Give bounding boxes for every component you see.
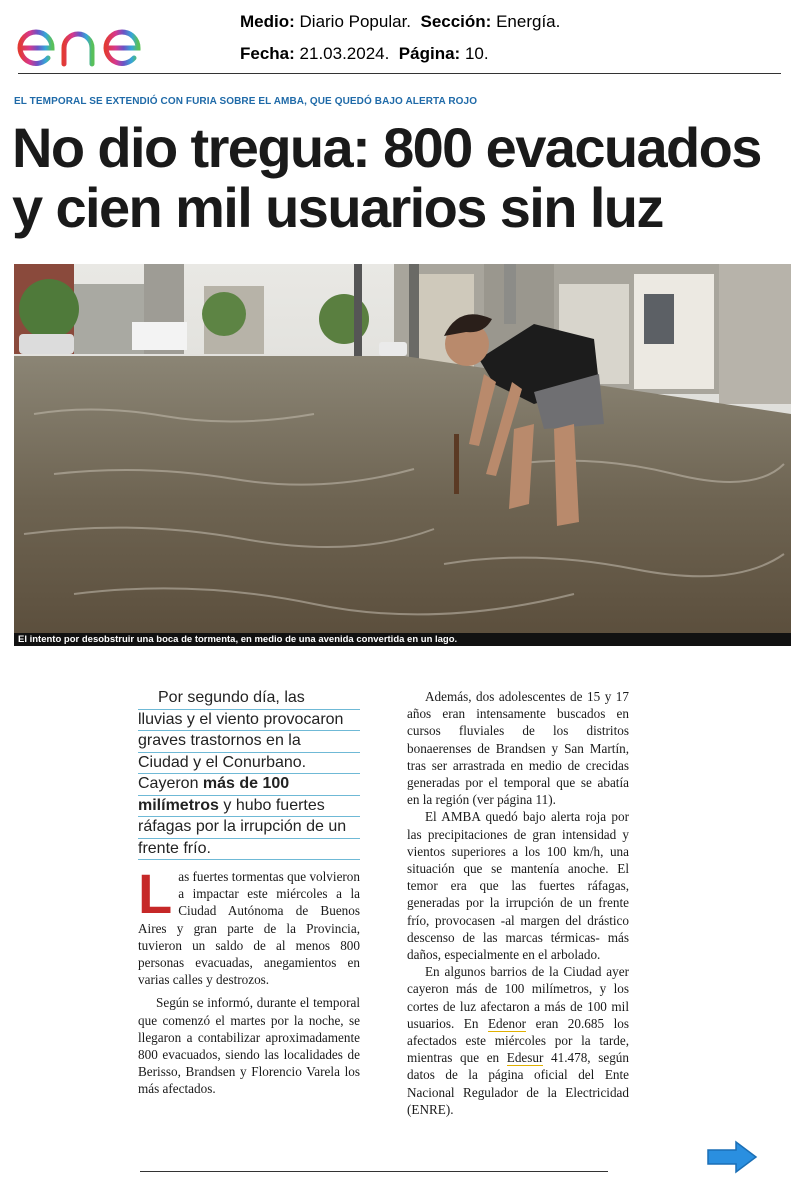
article-column-left [138,862,360,1098]
paragraph-1 [138,862,360,988]
article-column-right [407,688,629,1118]
photo-caption [14,633,791,646]
article-lead [138,688,360,860]
medio-label: Medio: [240,12,295,31]
medio-value: Diario Popular. [299,12,412,31]
paragraph-3: Además, dos adolescentes de 15 y 17 años eran intensamente buscados en cursos fluviales de los distritos bonaerenses de Brandsen y San Martín, tras ser arrastrada en medio de crecidas generadas por el temporal que se abatía en la región (ver página 11). [407,689,629,808]
pagina-label: Página: [398,44,461,63]
seccion-label: Sección: [420,12,492,31]
meta-line-1 [240,6,560,38]
header-divider [18,73,781,74]
meta-line-2 [240,38,560,70]
footer-divider [140,1171,608,1172]
lead-line: frente frío. [138,839,360,861]
arrow-right-icon [708,1142,756,1172]
article-photo [14,264,791,646]
lead-text: Cayeron [138,775,203,792]
paragraph-2: Según se informó, durante el temporal que comenzó el martes por la noche, se llegaron a contabilizar aproximadamente 800 evacuados, siendo las localidades de Berisso, Brandsen y Florencio Varela los más afectados. [138,995,360,1097]
lead-line: Ciudad y el Conurbano. [138,753,360,775]
lead-text: y hubo fuertes [218,796,325,814]
edenor-mention: Edenor [487,1015,527,1031]
seccion-value: Energía. [496,12,561,31]
lead-highlight: milímetros [138,796,219,814]
lead-line: graves trastornos en la [138,731,360,753]
edesur-mention: Edesur [506,1050,544,1066]
lead-line: lluvias y el viento provocaron [138,710,360,732]
lead-highlight: más de 100 [202,775,290,792]
headline-line-2: y cien mil usuarios sin luz [12,176,663,239]
next-page-button[interactable] [706,1140,758,1174]
paragraph-4: El AMBA quedó bajo alerta roja por las precipitaciones de gran intensidad y vientos superiores a los 100 km/h, una situación que se mantenía anoche. El temor era que las fuertes ráfagas, generadas por la irrupción de un frente frío, provocasen -al margen del drástico descenso de las marcas térmicas- más daños, especialmente en el arbolado. [407,809,629,963]
drop-cap: L [138,862,173,925]
paragraph-5-text: 41.478, según datos de la página oficial del Ente Nacional Regulador de la Electricidad (ENRE). [407,1050,629,1117]
lead-line: Por segundo día, las [138,688,360,710]
paragraph-5 [407,963,629,1118]
enel-logo [14,8,184,70]
paragraph-1-text: as fuertes tormentas que volvieron a impactar este miércoles a la Ciudad Autónoma de Buenos Aires y gran parte de la Provincia, tuvieron un saldo de al menos 800 personas evacuadas, anegamientos en varias calles y destrozos. [138,869,360,988]
lead-line: ráfagas por la irrupción de un [138,817,360,839]
fecha-value: 21.03.2024. [299,44,390,63]
pagina-value: 10. [464,44,489,63]
lead-line [138,796,360,818]
paragraph-5-text: En algunos barrios de la Ciudad ayer cayeron más de 100 milímetros, y los cortes de luz afectaron a más de 100 mil usuarios. En [407,964,629,1031]
photo-caption-text: El intento por desobstruir una boca de tormenta, en medio de una avenida convertida en un lago. [18,634,458,645]
headline-line-1: No dio tregua: 800 evacuados [12,116,761,179]
paragraph-5-text: eran 20.685 los afectados este miércoles por la tarde, mientras que en [407,1015,629,1066]
clipping-meta [240,6,560,70]
article-kicker: EL TEMPORAL SE EXTENDIÓ CON FURIA SOBRE EL AMBA, QUE QUEDÓ BAJO ALERTA ROJO [14,96,478,107]
fecha-label: Fecha: [240,44,295,63]
article-headline [12,118,797,238]
lead-line [138,774,360,796]
